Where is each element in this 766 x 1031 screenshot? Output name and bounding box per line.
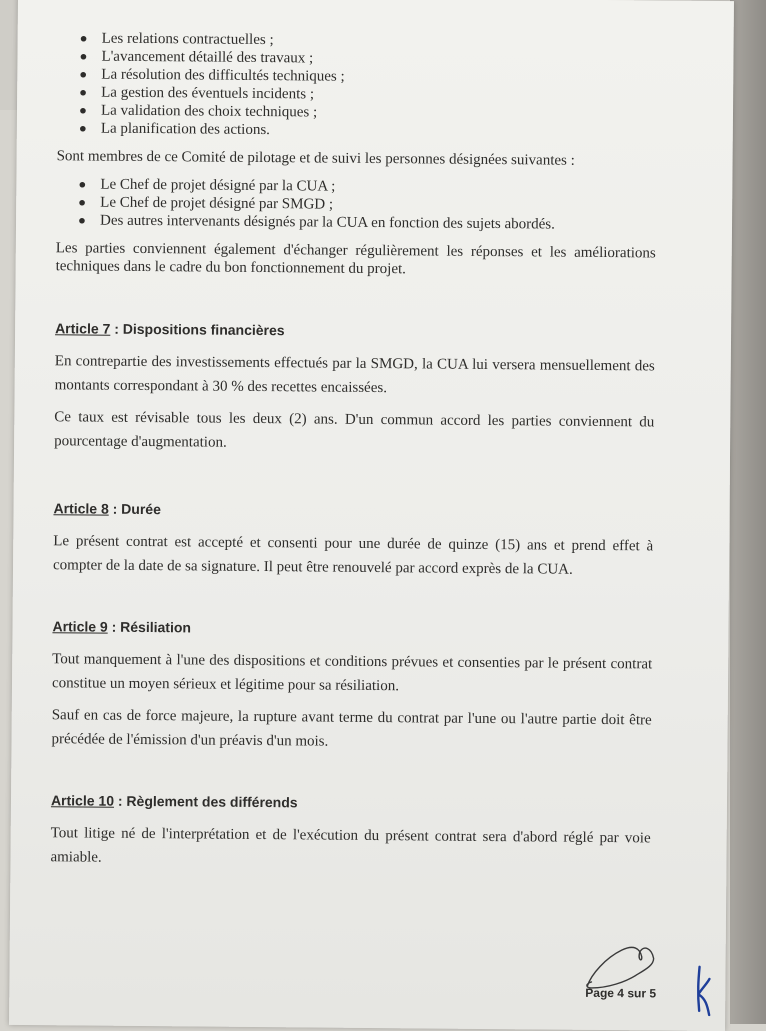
article-number: Article 9 — [52, 618, 108, 635]
exchange-paragraph: Les parties conviennent également d'échanger régulièrement les réponses et les améliorations techniques dans le cadre du bon fonctionnement du projet. — [55, 240, 656, 278]
list-item-text: Le Chef de projet désigné par SMGD ; — [100, 194, 334, 213]
bullet-icon: ● — [77, 212, 86, 228]
article-number: Article 8 — [53, 500, 109, 517]
responsibilities-list — [57, 29, 658, 142]
background-edge — [730, 0, 766, 1024]
bullet-icon: ● — [78, 102, 87, 118]
list-item-text: La gestion des éventuels incidents ; — [101, 84, 315, 103]
list-item — [79, 119, 657, 142]
article-7 — [54, 319, 655, 458]
list-item-text: L'avancement détaillé des travaux ; — [101, 48, 314, 67]
article-title: : Durée — [108, 500, 161, 518]
article-10 — [50, 791, 651, 874]
article-title: : Résiliation — [107, 618, 192, 636]
members-list — [56, 175, 656, 234]
article-paragraph: Le présent contrat est accepté et consenti pour une durée de quinze (15) ans et prend effet à compter de la date de sa signature. Il peut être renouvelé par accord exprès de la CUA. — [52, 533, 654, 578]
article-heading — [53, 499, 653, 522]
list-item-text: La validation des choix techniques ; — [100, 102, 318, 121]
article-paragraph: Tout manquement à l'une des dispositions et conditions prévues et consenties par le présent contrat constitue un moyen sérieux et légitime pour sa résiliation. — [51, 651, 653, 695]
bullet-icon: ● — [79, 30, 88, 46]
list-item-text: Les relations contractuelles ; — [101, 30, 274, 49]
list-item-text: La planification des actions. — [100, 120, 271, 139]
page-content — [50, 29, 657, 874]
article-9 — [51, 617, 652, 756]
list-item-text: Le Chef de projet désigné par la CUA ; — [100, 176, 336, 195]
article-paragraph: En contrepartie des investissements effectués par la SMGD, la CUA lui versera mensuellement des montants correspondant à 30 % des recettes encaissées. — [54, 353, 655, 397]
list-item-text: Des autres intervenants désignés par la CUA en fonction des sujets abordés. — [99, 212, 555, 233]
bullet-icon: ● — [79, 84, 88, 100]
article-number: Article 10 — [50, 792, 115, 809]
signature-initials-blue — [687, 959, 724, 1023]
article-8 — [53, 499, 654, 582]
article-title: : Règlement des différends — [113, 792, 298, 811]
list-item — [78, 211, 656, 234]
members-intro: Sont membres de ce Comité de pilotage et de suivi les personnes désignées suivantes : — [56, 148, 575, 169]
article-heading — [55, 319, 655, 342]
article-number: Article 7 — [55, 320, 111, 337]
bullet-icon: ● — [78, 120, 87, 136]
article-paragraph: Ce taux est révisable tous les deux (2) ans. D'un commun accord les parties conviennent du pourcentage d'augmentation. — [54, 409, 655, 451]
article-title: : Dispositions financières — [110, 320, 285, 339]
article-heading — [51, 791, 651, 814]
article-paragraph: Tout litige né de l'interprétation et de l'exécution du présent contrat sera d'abord réglé par voie amiable. — [50, 825, 651, 866]
list-item-text: La résolution des difficultés techniques ; — [101, 66, 345, 85]
document-page — [9, 0, 734, 1031]
article-paragraph: Sauf en cas de force majeure, la rupture avant terme du contrat par l'une ou l'autre partie doit être précédée de l'émission d'un préavis d'un mois. — [51, 707, 652, 750]
article-heading — [52, 617, 652, 640]
bullet-icon: ● — [79, 66, 88, 82]
bullet-icon: ● — [78, 176, 87, 192]
bullet-icon: ● — [79, 48, 88, 64]
bullet-icon: ● — [78, 194, 87, 210]
page-number: Page 4 sur 5 — [585, 985, 657, 1001]
